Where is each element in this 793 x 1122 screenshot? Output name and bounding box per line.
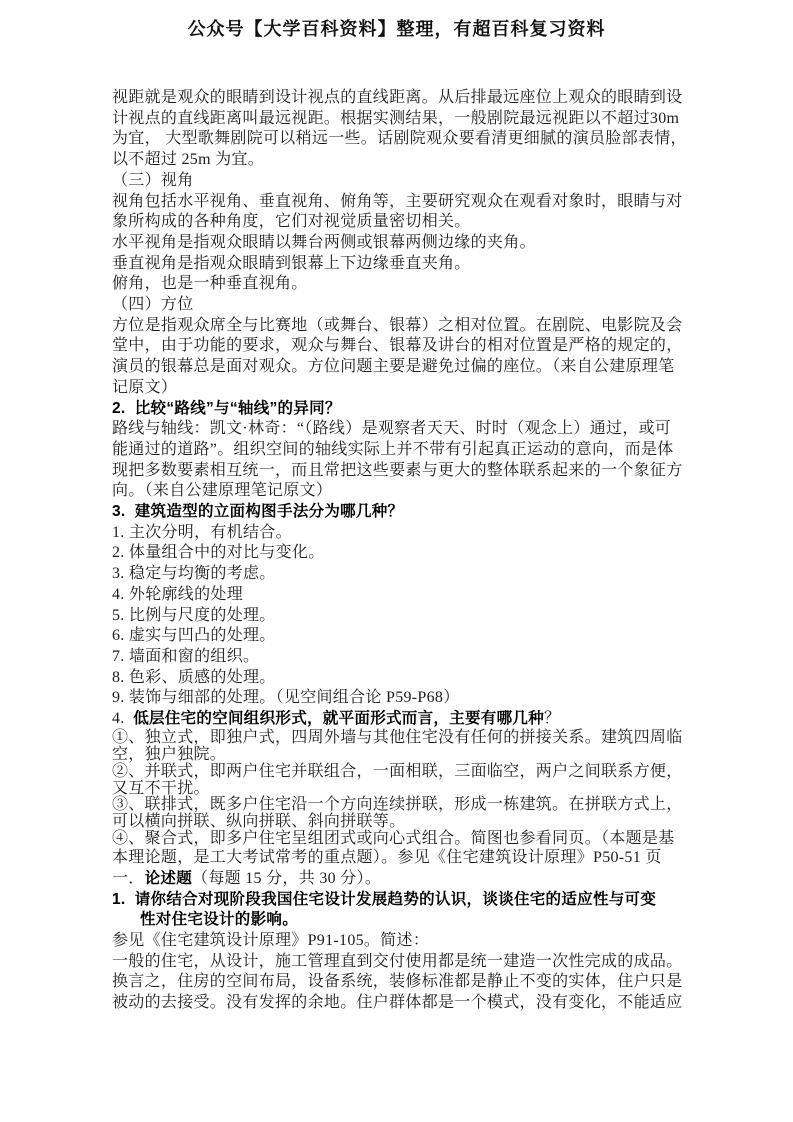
text-line [112, 848, 694, 869]
text-line [112, 709, 694, 730]
body-text-segment: 记原文） [112, 378, 178, 396]
body-text-segment: 视角包括水平视角、垂直视角、俯角等，主要研究观众在观看对象时，眼睛与对 [112, 192, 683, 210]
body-text-segment: 7. 墙面和窗的组织。 [112, 647, 260, 665]
body-text-segment: 6. 虚实与凹凸的处理。 [112, 627, 276, 645]
text-line [112, 730, 694, 747]
text-line [112, 814, 694, 831]
text-line [112, 931, 694, 952]
body-text-segment: 水平视角是指观众眼睛以舞台两侧或银幕两侧边缘的夹角。 [112, 233, 536, 251]
text-line [112, 461, 694, 482]
body-text-segment: ③、联排式，既多户住宅沿一个方向连续拼联，形成一栋建筑。在拼联方式上， [112, 796, 683, 814]
body-text-segment: ④、聚合式，即多户住宅呈组团式或向心式组合。简图也参看同页。（本题是基 [112, 830, 675, 848]
text-line [112, 233, 694, 254]
bold-text-segment: 1. 请你结合对现阶段我国住宅设计发展趋势的认识，谈谈住宅的适应性与可变 [112, 890, 657, 908]
text-line [112, 647, 694, 668]
body-text-segment: 被动的去接受。没有发挥的余地。住户群体都是一个模式，没有变化，不能适应 [112, 994, 683, 1012]
text-line [112, 502, 694, 523]
text-line [112, 764, 694, 781]
body-text-segment: 本理论题，是工大考试常考的重点题）。参见《住宅建筑设计原理》P50-51 页 [112, 849, 662, 867]
text-line [112, 993, 694, 1014]
bold-text-segment: 2. 比较“路线”与“轴线”的异同？ [112, 399, 341, 417]
body-text-segment: 9. 装饰与细部的处理。（见空间组合论 P59-P68） [112, 689, 460, 707]
body-text-segment: 以不超过 25m 为宜。 [112, 151, 265, 169]
text-line [112, 606, 694, 627]
body-text-segment: 方位是指观众席全与比赛地（或舞台、银幕）之相对位置。在剧院、电影院及会 [112, 316, 683, 334]
body-text-segment: 向。（来自公建原理笔记原文） [112, 482, 333, 500]
body-text-segment: （四）方位 [112, 296, 194, 314]
bold-text-segment: 低层住宅的空间组织形式，就平面形式而言，主要有哪几种 [133, 710, 545, 728]
text-line [112, 747, 694, 764]
text-line [112, 543, 694, 564]
bold-text-segment: 性对住宅设计的影响。 [140, 911, 299, 929]
body-text-segment: 垂直视角是指观众眼睛到银幕上下边缘垂直夹角。 [112, 254, 471, 272]
body-text-segment: 2. 体量组合中的对比与变化。 [112, 544, 325, 562]
body-text-segment: ？ [544, 710, 561, 728]
body-text-segment: 参见《住宅建筑设计原理》P91-105。简述： [112, 931, 430, 949]
text-line [112, 869, 694, 890]
text-line [112, 972, 694, 993]
text-line [112, 316, 694, 337]
text-line [112, 668, 694, 689]
text-line [112, 192, 694, 213]
bold-text-segment: 论述题 [144, 869, 193, 887]
text-line [112, 797, 694, 814]
text-line [112, 440, 694, 461]
body-text-segment: 象所构成的各种角度，它们对视觉质量密切相关。 [112, 213, 471, 231]
body-text-segment: 演员的银幕总是面对观众。方位问题主要是避免过偏的座位。（来自公建原理笔 [112, 358, 675, 376]
body-text-segment: 换言之，住房的空间布局，设备系统，装修标准都是静止不变的实体，住户只是 [112, 973, 683, 991]
body-text-segment: 为宜， 大型歌舞剧院可以稍远一些。话剧院观众要看清更细腻的演员脸部表情， [112, 130, 687, 148]
body-text-segment: （每题 15 分，共 30 分）。 [192, 869, 382, 887]
text-line [112, 357, 694, 378]
body-text-segment: ①、独立式，即独户式，四周外墙与其他住宅没有任何的拼接关系。建筑四周临 [112, 728, 683, 746]
text-line [112, 585, 694, 606]
document-body [112, 88, 694, 1014]
text-line [112, 171, 694, 192]
body-text-segment: 可以横向拼联、纵向拼联、斜向拼联等。 [112, 813, 406, 831]
body-text-segment: 计视点的直线距离叫最远视距。根据实测结果，一般剧院最远视距以不超过30m [112, 109, 680, 127]
body-text-segment: 又互不干扰。 [112, 779, 210, 797]
body-text-segment: ②、并联式，即两户住宅并联组合，一面相联，三面临空，两户之间联系方便， [112, 762, 683, 780]
body-text-segment: 1. 主次分明，有机结合。 [112, 523, 292, 541]
body-text-segment: 5. 比例与尺度的处理。 [112, 606, 276, 624]
text-line [112, 150, 694, 171]
text-line [112, 481, 694, 502]
text-line [112, 688, 694, 709]
body-text-segment: 3. 稳定与均衡的考虑。 [112, 565, 276, 583]
text-line [112, 254, 694, 275]
bold-text-segment: 3. 建筑造型的立面构图手法分为哪几种？ [112, 503, 404, 521]
text-line [112, 88, 694, 109]
text-line [112, 336, 694, 357]
body-text-segment: 路线与轴线：凯文·林奇：“（路线）是观察者天天、时时（观念上）通过，或可 [112, 420, 672, 438]
body-text-segment: 4. [112, 710, 134, 728]
text-line [112, 399, 694, 420]
body-text-segment: 视距就是观众的眼睛到设计视点的直线距离。从后排最远座位上观众的眼睛到设 [112, 89, 683, 106]
text-line [112, 626, 694, 647]
text-line [112, 831, 694, 848]
body-text-segment: 能通过的道路”。组织空间的轴线实际上并不带有引起真正运动的意向，而是体 [112, 440, 674, 458]
text-line [112, 378, 694, 399]
text-line [112, 419, 694, 440]
text-line [112, 129, 694, 150]
body-text-segment: 一般的住宅，从设计，施工管理直到交付使用都是统一建造一次性完成的成品。 [112, 952, 683, 970]
text-line [112, 564, 694, 585]
text-line [112, 523, 694, 544]
body-text-segment: 堂中，由于功能的要求，观众与舞台、银幕及讲台的相对位置是严格的规定的， [112, 337, 683, 355]
body-text-segment: 空，独户独院。 [112, 745, 227, 763]
text-line [112, 952, 694, 973]
text-line [112, 781, 694, 798]
text-line [112, 274, 694, 295]
text-line [112, 295, 694, 316]
body-text-segment: 4. 外轮廓线的处理 [112, 585, 244, 603]
text-line [112, 212, 694, 233]
body-text-segment: 现把多数要素相互统一，而且常把这些要素与更大的整体联系起来的一个象征方 [112, 461, 683, 479]
body-text-segment: （三）视角 [112, 171, 194, 189]
body-text-segment: 一． [112, 869, 145, 887]
text-line [112, 910, 694, 931]
body-text-segment: 俯角，也是一种垂直视角。 [112, 275, 308, 293]
body-text-segment: 8. 色彩、质感的处理。 [112, 668, 276, 686]
page-header-title: 公众号【大学百科资料】整理，有超百科复习资料 [187, 19, 606, 39]
text-line [112, 890, 694, 911]
text-line [112, 109, 694, 130]
